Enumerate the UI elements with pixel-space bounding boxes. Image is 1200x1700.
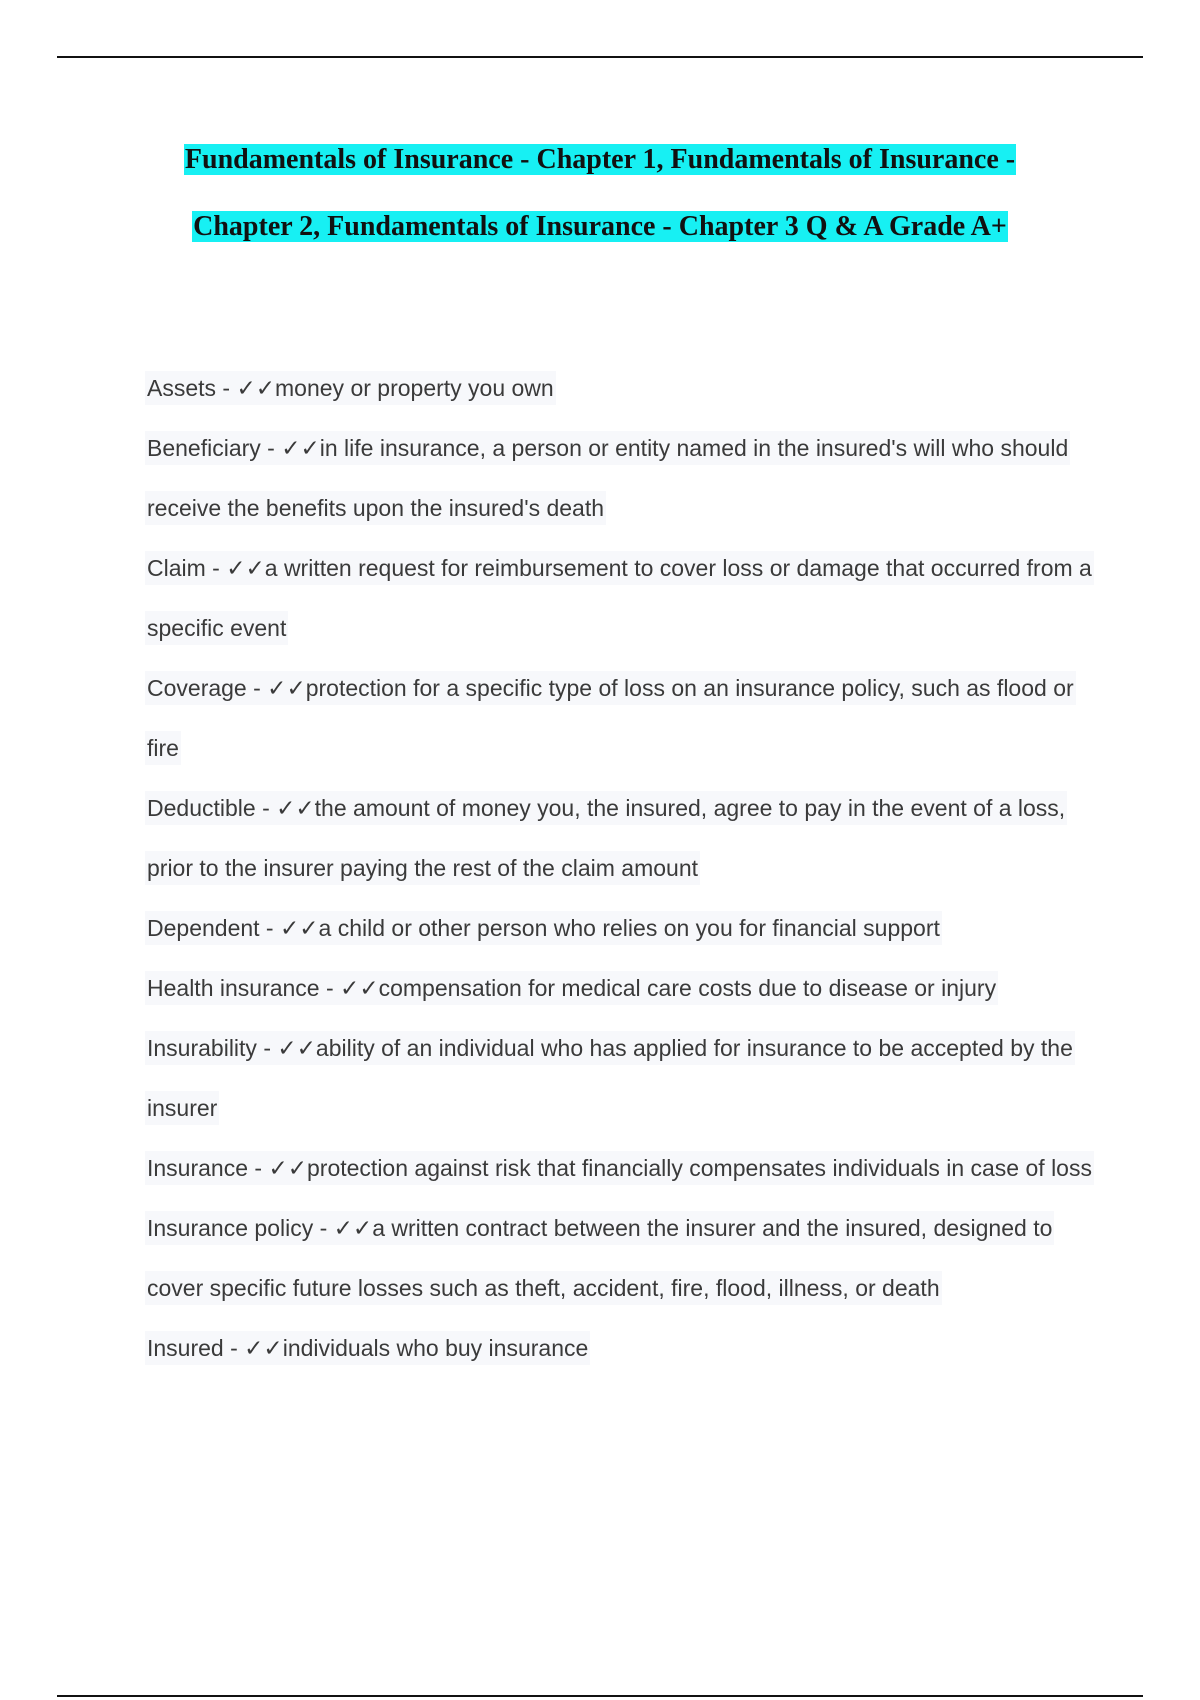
entry-term: Coverage xyxy=(147,675,247,701)
entry-separator: - ✓✓ xyxy=(248,1155,307,1181)
entry-definition: ability of an individual who has applied for insurance to be accepted by the insurer xyxy=(147,1035,1073,1121)
glossary-list xyxy=(145,358,1105,1378)
glossary-entry xyxy=(145,1318,1105,1378)
document-title xyxy=(80,138,1120,272)
entry-definition: money or property you own xyxy=(275,375,554,401)
entry-separator: - ✓✓ xyxy=(255,795,315,821)
entry-definition: protection against risk that financially compensates individuals in case of loss xyxy=(307,1155,1092,1181)
entry-separator: - ✓✓ xyxy=(205,555,265,581)
bottom-rule xyxy=(57,1695,1143,1697)
entry-term: Insurability xyxy=(147,1035,257,1061)
glossary-entry xyxy=(145,958,1105,1018)
entry-separator: - ✓✓ xyxy=(216,375,276,401)
entry-definition: protection for a specific type of loss on an insurance policy, such as flood or fire xyxy=(147,675,1074,761)
title-line-2-text: Chapter 2, Fundamentals of Insurance - Chapter 3 Q & A Grade A+ xyxy=(193,211,1007,242)
glossary-entry xyxy=(145,1018,1105,1138)
entry-term: Insurance policy xyxy=(147,1215,314,1241)
entry-separator: - ✓✓ xyxy=(260,435,320,461)
title-line-1 xyxy=(80,138,1120,205)
entry-term: Claim xyxy=(147,555,206,581)
glossary-entry xyxy=(145,538,1105,658)
glossary-entry xyxy=(145,658,1105,778)
entry-term: Insured xyxy=(147,1335,224,1361)
entry-separator: - ✓✓ xyxy=(246,675,306,701)
entry-term: Insurance xyxy=(147,1155,249,1181)
entry-separator: - ✓✓ xyxy=(313,1215,373,1241)
entry-definition: in life insurance, a person or entity named in the insured's will who should receive the benefits upon the insured's death xyxy=(147,435,1069,521)
glossary-entry xyxy=(145,1198,1105,1318)
entry-term: Deductible xyxy=(147,795,256,821)
entry-term: Assets xyxy=(147,375,217,401)
entry-definition: a written request for reimbursement to cover loss or damage that occurred from a specific event xyxy=(147,555,1092,641)
entry-term: Beneficiary xyxy=(147,435,261,461)
entry-definition: a written contract between the insurer and the insured, designed to cover specific future losses such as theft, accident, fire, flood, illness, or death xyxy=(147,1215,1053,1301)
entry-definition: individuals who buy insurance xyxy=(282,1335,589,1361)
entry-separator: - ✓✓ xyxy=(256,1035,316,1061)
glossary-entry xyxy=(145,358,1105,418)
entry-separator: - ✓✓ xyxy=(223,1335,283,1361)
entry-separator: - ✓✓ xyxy=(319,975,379,1001)
title-line-2 xyxy=(80,205,1120,272)
top-rule xyxy=(57,56,1143,58)
glossary-entry xyxy=(145,1138,1105,1198)
entry-definition: compensation for medical care costs due to disease or injury xyxy=(378,975,997,1001)
entry-term: Health insurance xyxy=(147,975,320,1001)
glossary-entry xyxy=(145,778,1105,898)
title-line-1-text: Fundamentals of Insurance - Chapter 1, Fundamentals of Insurance - xyxy=(184,144,1016,175)
entry-term: Dependent xyxy=(147,915,260,941)
entry-separator: - ✓✓ xyxy=(259,915,319,941)
entry-definition: a child or other person who relies on you for financial support xyxy=(318,915,940,941)
glossary-entry xyxy=(145,898,1105,958)
entry-definition: the amount of money you, the insured, agree to pay in the event of a loss, prior to the insurer paying the rest of the claim amount xyxy=(147,795,1066,881)
glossary-entry xyxy=(145,418,1105,538)
